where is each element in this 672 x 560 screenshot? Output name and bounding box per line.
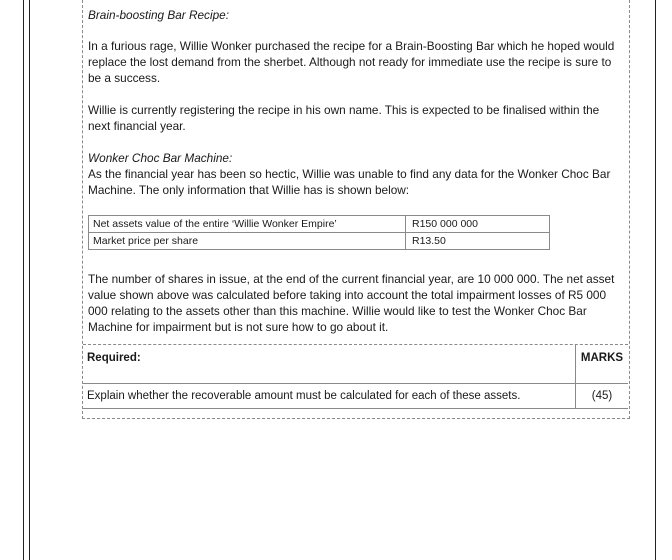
- machine-paragraph-1: As the financial year has been so hectic, Willie was unable to find any data for the Wonker Choc Bar Machine. The only information that Willie has is shown below:: [88, 167, 611, 197]
- table-row: [89, 232, 549, 249]
- market-price-value: R13.50: [412, 235, 446, 247]
- required-question-row: [83, 383, 628, 409]
- net-assets-label: Net assets value of the entire ‘Willie Wonker Empire’: [89, 216, 406, 232]
- info-table: [88, 215, 550, 250]
- recipe-heading: Brain-boosting Bar Recipe:: [88, 8, 229, 22]
- required-question: Explain whether the recoverable amount must be calculated for each of these assets.: [83, 384, 576, 408]
- recipe-paragraph-2: Willie is currently registering the recipe in his own name. This is expected to be finalised within the next financial year.: [88, 103, 600, 133]
- required-label: Required:: [83, 345, 576, 371]
- required-spacer: [83, 371, 628, 383]
- required-table: [83, 344, 628, 409]
- machine-heading: Wonker Choc Bar Machine:: [88, 151, 233, 165]
- spacer-cell: [576, 371, 628, 383]
- recipe-paragraph-1: In a furious rage, Willie Wonker purchased the recipe for a Brain-Boosting Bar which he hoped would replace the lost demand from the sherbet. Although not ready for immediate use the recipe is sure to be a success.: [88, 39, 615, 85]
- marks-value: (45): [591, 390, 613, 402]
- spacer-cell: [83, 371, 576, 383]
- left-margin-line-inner: [29, 0, 30, 560]
- net-assets-value: R150 000 000: [412, 218, 478, 230]
- market-price-label: Market price per share: [89, 233, 406, 249]
- right-margin-line: [655, 0, 656, 560]
- required-header-row: [83, 344, 628, 371]
- left-margin-line: [23, 0, 24, 560]
- table-row: [89, 216, 549, 232]
- machine-paragraph-2: The number of shares in issue, at the end of the current financial year, are 10 000 000. The net asset value shown above was calculated before taking into account the total impairment losses of R5 000 000 relating to the assets other than this machine. Willie would like to test the Wonker Choc Bar Machine for impairment but is not sure how to go about it.: [88, 272, 615, 334]
- marks-header: MARKS: [580, 352, 624, 364]
